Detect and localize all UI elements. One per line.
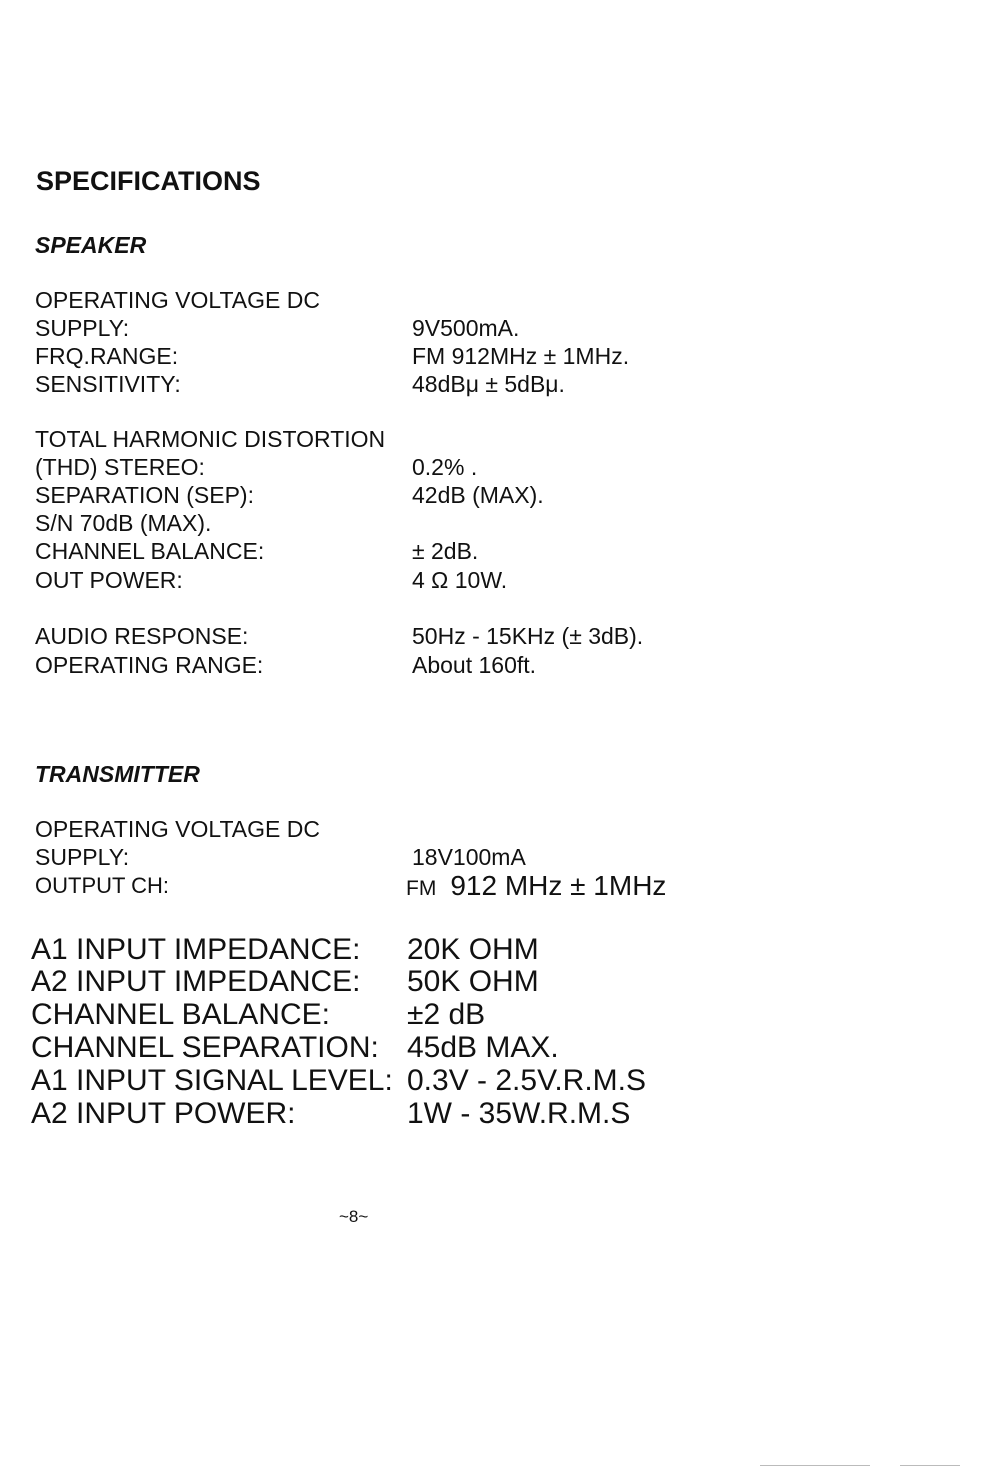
spec-row xyxy=(0,566,996,596)
spec-label: CHANNEL SEPARATION: xyxy=(31,1031,379,1064)
frequency-value: 912 MHz ± 1MHz xyxy=(450,870,667,901)
spec-row xyxy=(0,425,996,455)
spec-row xyxy=(0,651,996,681)
spec-value: FM 912MHz ± 1MHz. xyxy=(412,343,630,369)
spec-row xyxy=(0,453,996,483)
spec-row xyxy=(0,342,996,372)
spec-row xyxy=(0,286,996,316)
spec-value: 42dB (MAX). xyxy=(412,482,544,508)
spec-label: OPERATING VOLTAGE DC xyxy=(35,816,320,842)
spec-value xyxy=(406,872,666,903)
spec-label: CHANNEL BALANCE: xyxy=(35,538,265,564)
spec-label: OUT POWER: xyxy=(35,567,183,593)
speaker-heading: SPEAKER xyxy=(35,232,147,258)
spec-value: ± 2dB. xyxy=(412,538,479,564)
spec-value: 50K OHM xyxy=(407,965,539,998)
scan-edge-artifact xyxy=(760,1465,870,1466)
spec-value: 18V100mA xyxy=(412,844,526,870)
spec-label: OUTPUT CH: xyxy=(35,873,170,898)
spec-value: 0.3V - 2.5V.R.M.S xyxy=(407,1064,647,1097)
spec-row xyxy=(0,815,996,845)
spec-value: ±2 dB xyxy=(407,998,486,1031)
spec-label: SENSITIVITY: xyxy=(35,371,181,397)
spec-row xyxy=(0,934,996,964)
spec-row xyxy=(0,966,996,996)
transmitter-heading: TRANSMITTER xyxy=(35,761,200,787)
spec-row xyxy=(0,1032,996,1062)
spec-row xyxy=(0,999,996,1029)
spec-value: 50Hz - 15KHz (± 3dB). xyxy=(412,623,644,649)
spec-value: 20K OHM xyxy=(407,933,539,966)
band-prefix: FM xyxy=(406,877,437,900)
spec-row xyxy=(0,872,996,902)
spec-label: A2 INPUT IMPEDANCE: xyxy=(31,965,361,998)
spec-row xyxy=(0,509,996,539)
spec-row xyxy=(0,1065,996,1095)
spec-row xyxy=(0,314,996,344)
spec-label: A1 INPUT IMPEDANCE: xyxy=(31,933,361,966)
spec-label: TOTAL HARMONIC DISTORTION xyxy=(35,426,386,452)
spec-value: 45dB MAX. xyxy=(407,1031,559,1064)
spec-label: A2 INPUT POWER: xyxy=(31,1097,296,1130)
spec-label: OPERATING RANGE: xyxy=(35,652,264,678)
scan-edge-artifact xyxy=(900,1465,960,1466)
spec-label: A1 INPUT SIGNAL LEVEL: xyxy=(31,1064,393,1097)
spec-value: 1W - 35W.R.M.S xyxy=(407,1097,631,1130)
spec-label: S/N 70dB (MAX). xyxy=(35,510,212,536)
spec-label: SUPPLY: xyxy=(35,844,130,870)
spec-row xyxy=(0,1098,996,1128)
spec-label: OPERATING VOLTAGE DC xyxy=(35,287,320,313)
spec-row xyxy=(0,537,996,567)
spec-row xyxy=(0,370,996,400)
spec-value: 0.2% . xyxy=(412,454,478,480)
spec-value: 48dBμ ± 5dBμ. xyxy=(412,371,565,397)
spec-row xyxy=(0,843,996,873)
spec-label: AUDIO RESPONSE: xyxy=(35,623,249,649)
spec-row xyxy=(0,481,996,511)
spec-label: SEPARATION (SEP): xyxy=(35,482,254,508)
spec-value: About 160ft. xyxy=(412,652,537,678)
page-title: SPECIFICATIONS xyxy=(36,166,261,196)
spec-label: (THD) STEREO: xyxy=(35,454,205,480)
spec-label: CHANNEL BALANCE: xyxy=(31,998,330,1031)
spec-value: 9V500mA. xyxy=(412,315,520,341)
spec-label: FRQ.RANGE: xyxy=(35,343,179,369)
spec-value: 4 Ω 10W. xyxy=(412,567,508,593)
spec-label: SUPPLY: xyxy=(35,315,130,341)
page-number: ~8~ xyxy=(339,1207,369,1226)
spec-row xyxy=(0,622,996,652)
